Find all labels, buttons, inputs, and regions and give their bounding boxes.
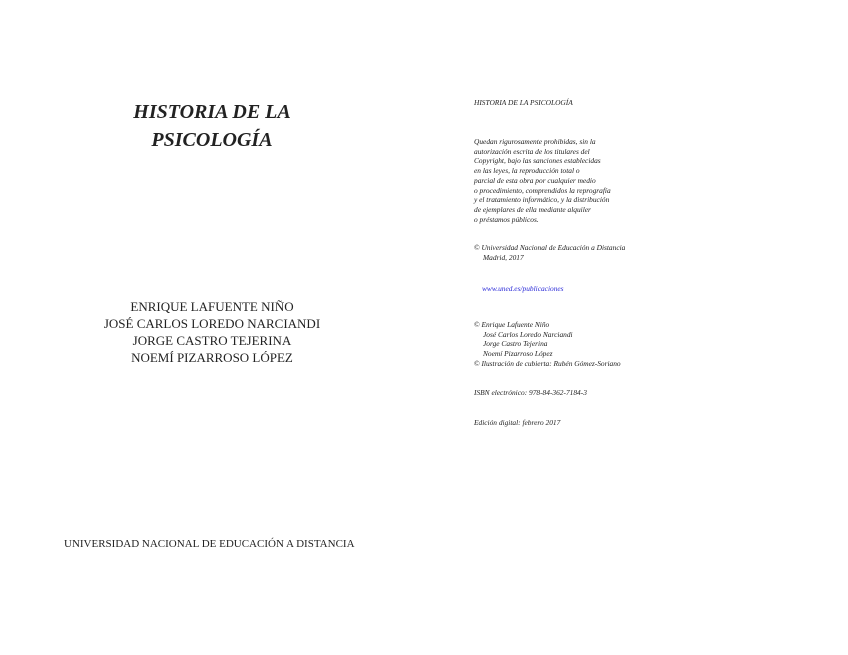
author-name: NOEMÍ PIZARROSO LÓPEZ (131, 350, 293, 365)
legal-line: en las leyes, la reproducción total o (474, 166, 580, 176)
legal-line: Copyright, bajo las sanciones establecidas (474, 156, 601, 166)
isbn: ISBN electrónico: 978-84-362-7184-3 (474, 388, 587, 397)
credit-line: Jorge Castro Tejerina (483, 339, 548, 349)
publisher-url (482, 284, 564, 294)
author-name: JORGE CASTRO TEJERINA (132, 333, 292, 348)
publications-link[interactable]: www.uned.es/publicaciones (482, 284, 564, 293)
legal-line: y el tratamiento informático, y la distribución (474, 195, 610, 205)
book-title (0, 98, 424, 154)
right-page (424, 0, 848, 655)
legal-notice (474, 137, 611, 224)
author-name: ENRIQUE LAFUENTE NIÑO (130, 299, 294, 314)
credit-line: © Ilustración de cubierta: Rubén Gómez-Soriano (474, 358, 621, 368)
legal-line: autorización escrita de los titulares del (474, 146, 590, 156)
author-credits (474, 320, 621, 369)
author-name: JOSÉ CARLOS LOREDO NARCIANDI (103, 316, 321, 331)
credit-line: José Carlos Loredo Narciandi (483, 329, 573, 339)
book-title-line: HISTORIA DE LA (133, 101, 291, 123)
author-list (0, 298, 424, 366)
credit-line: Noemí Pizarroso López (483, 349, 553, 359)
legal-line: de ejemplares de ella mediante alquiler (474, 204, 591, 214)
copyright-line: Madrid, 2017 (483, 252, 524, 262)
legal-line: parcial de esta obra por cualquier medio (474, 175, 596, 185)
edition-info: Edición digital: febrero 2017 (474, 418, 561, 427)
copyright-page-title: HISTORIA DE LA PSICOLOGÍA (474, 98, 573, 107)
publisher-copyright (474, 243, 625, 262)
legal-line: o préstamos públicos. (474, 214, 539, 224)
publisher-name: UNIVERSIDAD NACIONAL DE EDUCACIÓN A DISTANCIA (64, 538, 355, 550)
legal-line: o procedimiento, comprendidos la reprografía (474, 185, 611, 195)
copyright-line: © Universidad Nacional de Educación a Distancia (474, 243, 626, 252)
book-title-line: PSICOLOGÍA (151, 129, 273, 151)
credit-line: © Enrique Lafuente Niño (474, 320, 550, 329)
legal-line: Quedan rigurosamente prohibidas, sin la (474, 137, 596, 146)
